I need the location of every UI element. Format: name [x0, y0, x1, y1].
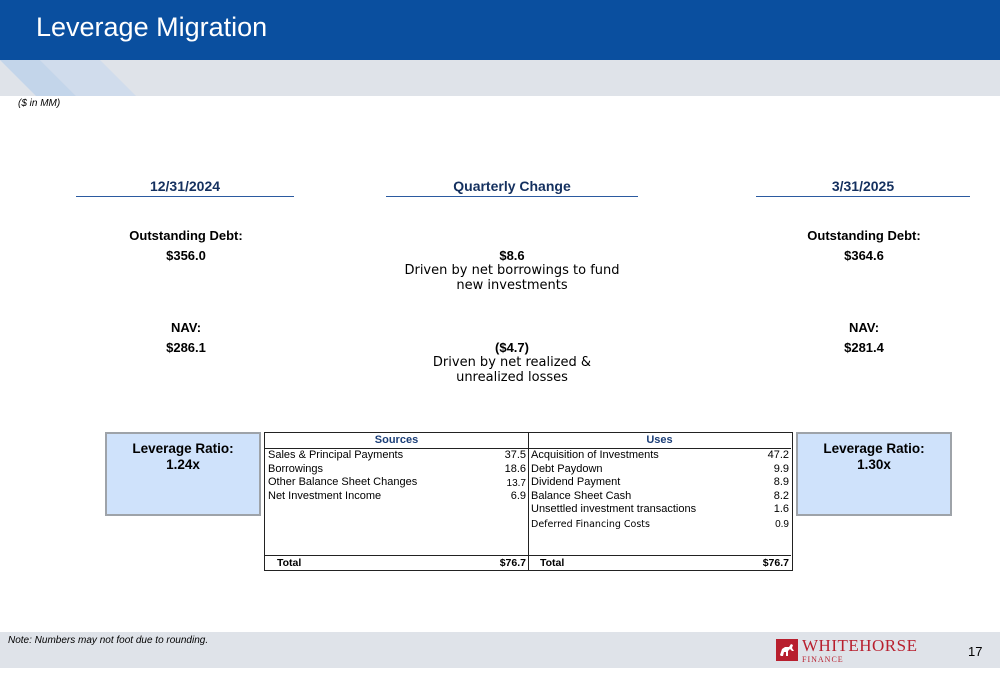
- debt-change: [362, 248, 662, 293]
- use-value: 47.2: [767, 449, 789, 461]
- nav-value-current: $281.4: [844, 340, 884, 355]
- uses-column: [528, 433, 791, 570]
- header-band: [0, 60, 1000, 96]
- horse-icon: [776, 639, 798, 661]
- source-value: 18.6: [504, 462, 526, 475]
- debt-change-line2: new investments: [456, 278, 568, 293]
- source-value: 13.7: [506, 478, 526, 489]
- uses-total-value: $76.7: [762, 557, 789, 569]
- table-row: [265, 476, 528, 490]
- debt-value-prior: $356.0: [166, 248, 206, 263]
- footnote: Note: Numbers may not foot due to rounding.: [8, 635, 209, 646]
- column-heading-prior: 12/31/2024: [76, 178, 294, 197]
- debt-change-line1: Driven by net borrowings to fund: [404, 263, 620, 278]
- logo-line1: WHITEHORSE: [802, 636, 918, 655]
- uses-total-label: Total: [540, 557, 565, 569]
- table-row: [528, 449, 791, 463]
- column-heading-current: 3/31/2025: [756, 178, 970, 197]
- nav-value-prior: $286.1: [166, 340, 206, 355]
- use-name: Balance Sheet Cash: [531, 489, 632, 502]
- leverage-ratio-prior-value: 1.24x: [166, 457, 200, 472]
- leverage-ratio-prior: [105, 432, 261, 516]
- company-logo: [776, 637, 917, 665]
- debt-label-current: Outstanding Debt:: [807, 228, 921, 243]
- column-heading-change: Quarterly Change: [386, 178, 638, 197]
- use-value: 0.9: [775, 518, 789, 530]
- table-row: [265, 449, 528, 463]
- logo-wordmark: [802, 637, 917, 664]
- use-value: 9.9: [773, 462, 789, 475]
- leverage-ratio-current-label: Leverage Ratio:: [823, 441, 925, 456]
- table-row: [528, 463, 791, 477]
- uses-total-row: [528, 555, 791, 570]
- table-row: [265, 463, 528, 477]
- table-row: [528, 490, 791, 504]
- debt-value-current: $364.6: [844, 248, 884, 263]
- uses-header: Uses: [528, 433, 791, 449]
- nav-label-current: NAV:: [848, 320, 880, 335]
- source-name: Sales & Principal Payments: [268, 449, 404, 461]
- sources-total-value: $76.7: [499, 557, 526, 569]
- use-name: Debt Paydown: [531, 462, 603, 475]
- use-value: 8.9: [773, 476, 789, 488]
- leverage-ratio-current: [796, 432, 952, 516]
- table-row: [265, 490, 528, 504]
- debt-change-value: $8.6: [499, 248, 525, 263]
- table-row: [528, 518, 791, 532]
- use-value: 8.2: [773, 489, 789, 502]
- source-name: Other Balance Sheet Changes: [268, 476, 418, 488]
- page-title: Leverage Migration: [36, 12, 268, 42]
- use-name: Acquisition of Investments: [531, 449, 659, 461]
- nav-label-prior: NAV:: [170, 320, 202, 335]
- table-row: [528, 503, 791, 517]
- source-name: Net Investment Income: [268, 489, 382, 502]
- nav-change: [362, 340, 662, 385]
- nav-change-value: ($4.7): [495, 340, 529, 355]
- source-name: Borrowings: [268, 462, 324, 475]
- sources-total-label: Total: [277, 557, 302, 569]
- use-name: Unsettled investment transactions: [531, 503, 697, 515]
- leverage-ratio-current-value: 1.30x: [857, 457, 891, 472]
- sources-column: [265, 433, 529, 570]
- use-name: Dividend Payment: [531, 476, 621, 488]
- source-value: 6.9: [510, 489, 526, 502]
- logo-line2: FINANCE: [802, 655, 844, 664]
- sources-uses-table: [264, 432, 793, 571]
- nav-change-line1: Driven by net realized &: [432, 355, 592, 370]
- table-row: [528, 476, 791, 490]
- use-name: Deferred Financing Costs: [531, 518, 650, 530]
- page-number: 17: [968, 644, 983, 659]
- nav-change-line2: unrealized losses: [456, 370, 568, 385]
- sources-total-row: [265, 555, 528, 570]
- sources-header: Sources: [265, 433, 528, 449]
- use-value: 1.6: [773, 503, 789, 515]
- leverage-ratio-prior-label: Leverage Ratio:: [132, 441, 234, 456]
- units-note: ($ in MM): [18, 98, 61, 109]
- debt-label-prior: Outstanding Debt:: [129, 228, 243, 243]
- source-value: 37.5: [504, 449, 526, 461]
